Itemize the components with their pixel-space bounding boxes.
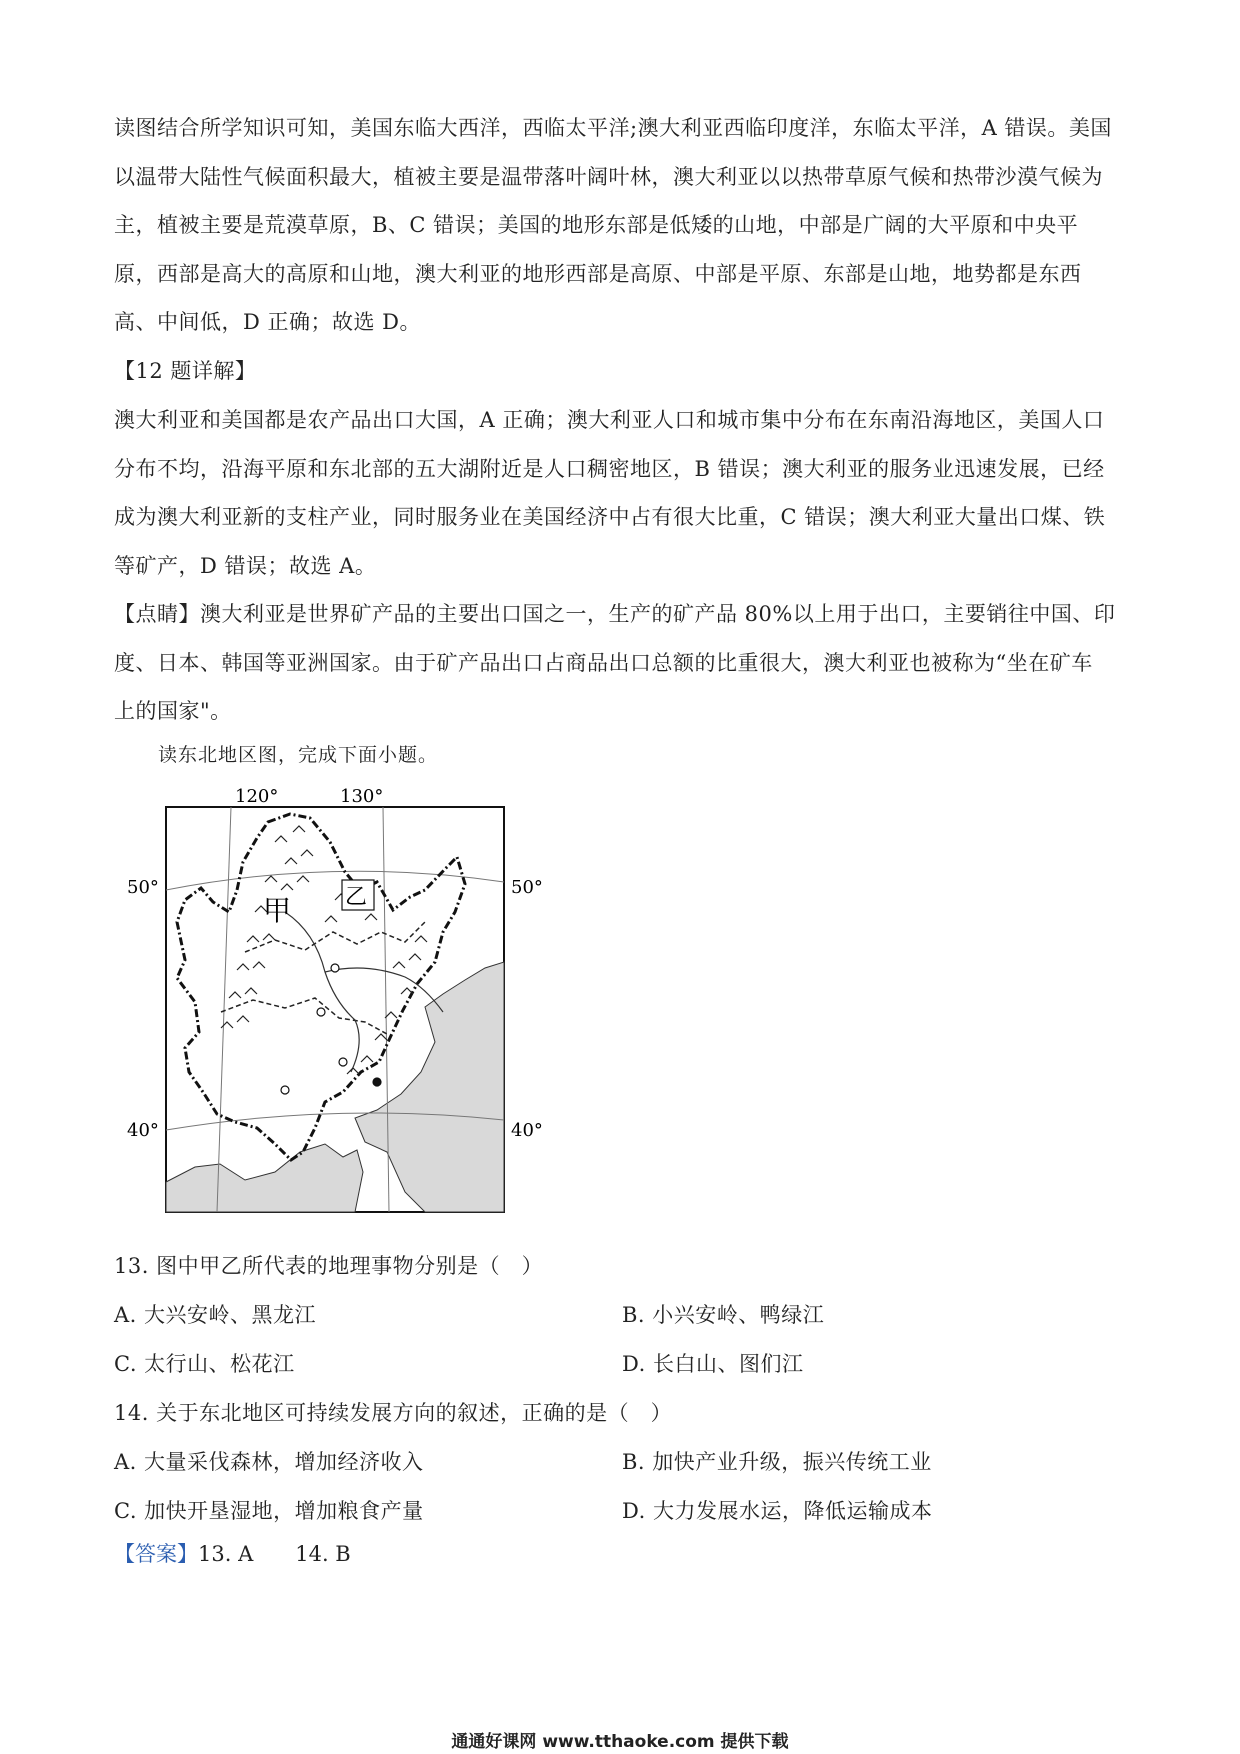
text-line: 分布不均，沿海平原和东北部的五大湖附近是人口稠密地区，B 错误；澳大利亚的服务业迅速发展，已经 — [114, 456, 1105, 481]
text-line: 原，西部是高大的高原和山地，澳大利亚的地形西部是高原、中部是平原、东部是山地，地势都是东西 — [114, 261, 1082, 286]
answer-tag: 【答案】 — [114, 1542, 198, 1566]
lat-label-40-right: 40° — [511, 1120, 543, 1141]
city-dot — [317, 1008, 325, 1016]
question-14-stem: 14. 关于东北地区可持续发展方向的叙述，正确的是（ ） — [114, 1401, 673, 1425]
lat-label-50-left: 50° — [127, 877, 159, 898]
lat-label-40-left: 40° — [127, 1120, 159, 1141]
q13-option-d: D. 长白山、图们江 — [622, 1352, 804, 1376]
lon-label-130: 130° — [340, 786, 384, 807]
q13-option-b: B. 小兴安岭、鸭绿江 — [622, 1303, 825, 1327]
lat-label-50-right: 50° — [511, 877, 543, 898]
answer-line — [114, 1538, 351, 1568]
text-line: 上的国家"。 — [114, 699, 232, 723]
map-intro: 读东北地区图，完成下面小题。 — [158, 744, 439, 766]
explanation-paragraph-11 — [114, 104, 1124, 347]
key-point-note — [114, 590, 1124, 736]
text-line: 【点睛】澳大利亚是世界矿产品的主要出口国之一，生产的矿产品 80%以上用于出口，主要销往中国、印 — [114, 602, 1116, 626]
section-heading-12 — [114, 347, 1124, 396]
city-dot — [281, 1086, 289, 1094]
text-line: 以温带大陆性气候面积最大，植被主要是温带落叶阔叶林，澳大利亚以以热带草原气候和热带沙漠气候为 — [114, 164, 1103, 189]
mark-jia: 甲 — [263, 894, 292, 927]
city-dot — [331, 964, 339, 972]
lon-label-120: 120° — [235, 786, 279, 807]
q14-option-d: D. 大力发展水运，降低运输成本 — [622, 1499, 933, 1523]
text-line: 等矿产，D 错误；故选 A。 — [114, 553, 377, 578]
mark-yi: 乙 — [345, 885, 368, 910]
answer-text: 13. A 14. B — [198, 1542, 351, 1566]
q13-option-a: A. 大兴安岭、黑龙江 — [114, 1303, 317, 1327]
q14-option-c: C. 加快开垦湿地，增加粮食产量 — [114, 1499, 424, 1523]
northeast-china-map — [125, 772, 545, 1222]
city-dot — [339, 1058, 347, 1066]
text-line: 主，植被主要是荒漠草原，B、C 错误；美国的地形东部是低矮的山地，中部是广阔的大平原和中央平 — [114, 213, 1079, 237]
text-line: 高、中间低，D 正确；故选 D。 — [114, 310, 422, 334]
footer-source: 通通好课网 www.tthaoke.com 提供下载 — [451, 1732, 789, 1752]
text-line: 度、日本、韩国等亚洲国家。由于矿产品出口占商品出口总额的比重很大，澳大利亚也被称为“坐在矿车 — [114, 650, 1093, 675]
text-line: 澳大利亚和美国都是农产品出口大国，A 正确；澳大利亚人口和城市集中分布在东南沿海地区，美国人口 — [114, 408, 1105, 432]
q13-option-c: C. 太行山、松花江 — [114, 1352, 295, 1376]
q14-option-b: B. 加快产业升级，振兴传统工业 — [622, 1450, 932, 1474]
heading-text: 【12 题详解】 — [114, 359, 257, 383]
text-line: 读图结合所学知识可知，美国东临大西洋，西临太平洋;澳大利亚西临印度洋，东临太平洋，A 错误。美国 — [114, 116, 1112, 140]
explanation-paragraph-12 — [114, 396, 1124, 590]
question-13-stem: 13. 图中甲乙所代表的地理事物分别是（ ） — [114, 1254, 544, 1278]
city-dot — [373, 1078, 381, 1086]
q14-option-a: A. 大量采伐森林，增加经济收入 — [114, 1450, 424, 1474]
text-line: 成为澳大利亚新的支柱产业，同时服务业在美国经济中占有很大比重，C 错误；澳大利亚大量出口煤、铁 — [114, 505, 1106, 529]
